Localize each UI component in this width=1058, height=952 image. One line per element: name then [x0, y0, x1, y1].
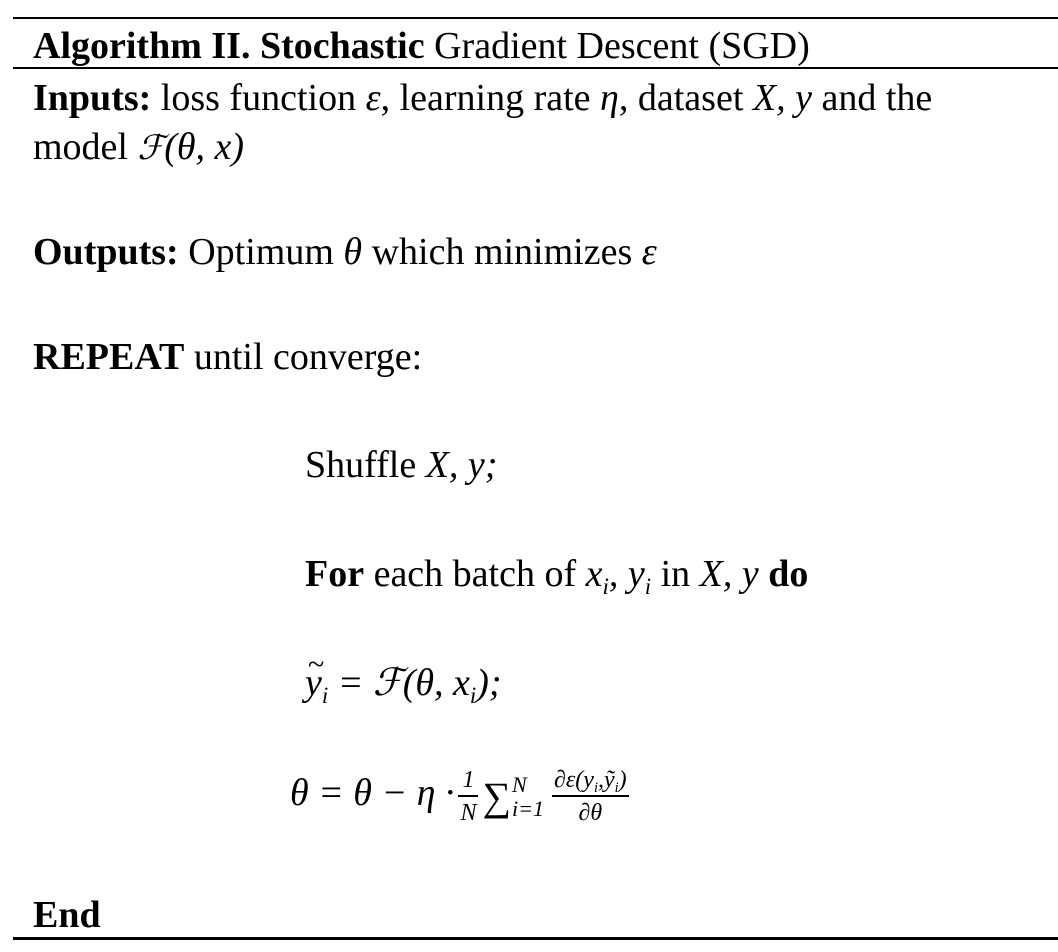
prediction-close: );: [476, 662, 502, 704]
do-label: do: [768, 553, 809, 595]
repeat-line: [33, 334, 422, 380]
inputs-line-2: [33, 124, 244, 171]
batch-x: x: [585, 553, 603, 595]
dataset-symbol: X, y: [699, 553, 759, 595]
inputs-text: , dataset: [618, 77, 753, 119]
repeat-label: REPEAT: [33, 336, 185, 378]
algorithm-title: [33, 23, 810, 69]
inputs-text: model: [33, 126, 138, 168]
fraction-denominator: N: [460, 800, 477, 826]
sum-symbol: ∑: [482, 773, 511, 819]
update-step: [290, 768, 633, 848]
for-loop-line: For each batch of $x_i$, $y_i$ in X, y do: [305, 553, 809, 599]
for-label: For: [305, 553, 365, 595]
inputs-label: Inputs:: [33, 77, 152, 119]
repeat-text: until converge:: [184, 336, 423, 378]
inputs-text: , learning rate: [380, 77, 601, 119]
sum-limits: [512, 773, 544, 819]
y-tilde: ~ y: [305, 660, 322, 706]
top-rule: [13, 17, 1058, 19]
one-over-n-fraction: [458, 768, 478, 825]
gradient-denominator: ∂θ: [578, 800, 603, 826]
theta-symbol: θ: [343, 231, 363, 273]
prediction-step: [305, 660, 502, 706]
gradient-numerator: [552, 768, 629, 797]
eta-symbol: η: [600, 77, 619, 119]
sum-lower: i=1: [512, 795, 544, 821]
end-label: End: [33, 894, 101, 936]
grad-num-part: ): [618, 767, 627, 793]
subscript-i: i: [321, 682, 329, 708]
title-bold: Algorithm II. Stochastic: [33, 25, 425, 67]
inputs-line: [33, 75, 932, 121]
fraction-numerator: 1: [458, 768, 478, 797]
grad-num-part: ,ỹ: [597, 767, 615, 793]
shuffle-text: Shuffle: [305, 444, 426, 486]
dataset-symbol: X, y: [752, 77, 812, 119]
subscript-i: i: [644, 573, 652, 599]
gradient-fraction: [552, 768, 629, 825]
model-symbol: ℱ: [137, 128, 165, 168]
epsilon-symbol: ε: [365, 77, 381, 119]
sum-upper: N: [512, 772, 527, 798]
subscript-i: i: [614, 780, 619, 797]
grad-num-part: ∂ε(y: [553, 767, 594, 793]
title-rest: Gradient Descent (SGD): [424, 25, 810, 67]
epsilon-symbol: ε: [641, 231, 657, 273]
model-args: (θ, x): [164, 126, 245, 168]
shuffle-step: [305, 442, 497, 488]
for-text: in: [651, 553, 700, 595]
batch-y: y: [627, 553, 645, 595]
shuffle-args: X, y;: [425, 444, 498, 486]
outputs-label: Outputs:: [33, 231, 179, 273]
inputs-text: loss function: [151, 77, 366, 119]
outputs-line: [33, 229, 657, 275]
subscript-i: i: [602, 573, 609, 599]
prediction-rhs: = ℱ(θ, x: [328, 662, 470, 704]
for-text: each batch of: [364, 553, 586, 595]
subscript-i: i: [593, 780, 598, 797]
outputs-text: which minimizes: [362, 231, 642, 273]
bottom-rule: [13, 937, 1058, 940]
update-lhs: θ = θ − η ·: [290, 772, 455, 815]
outputs-text: Optimum: [178, 231, 344, 273]
subscript-i: i: [469, 682, 477, 708]
inputs-text: and the: [811, 77, 933, 119]
